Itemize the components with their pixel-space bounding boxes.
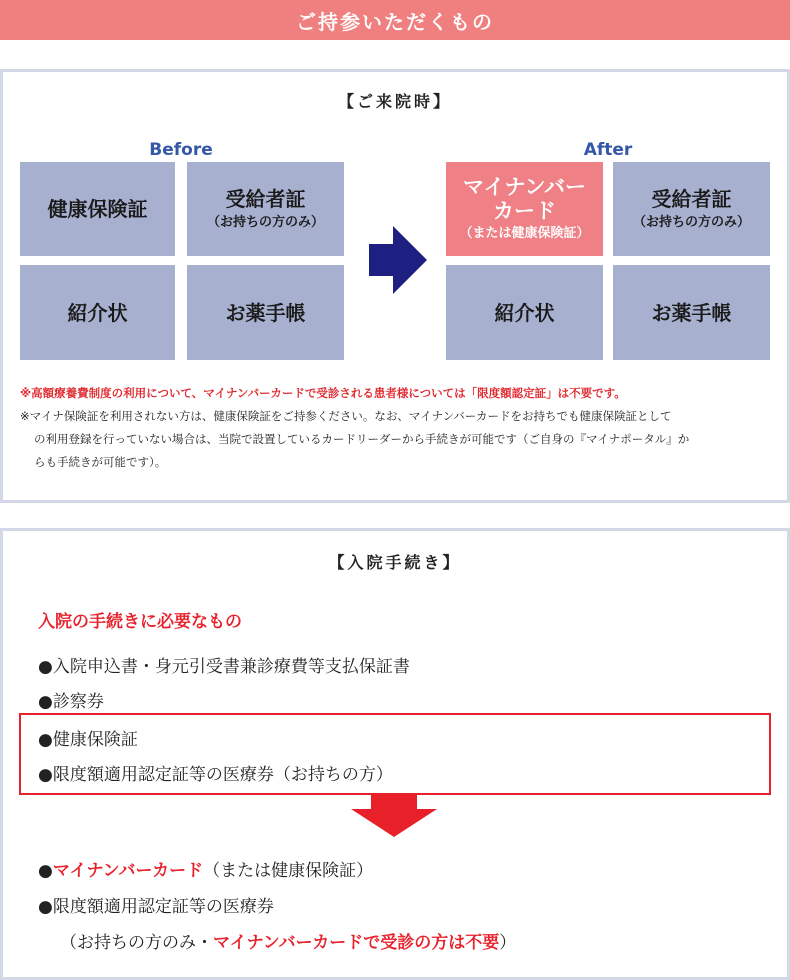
after-cell-referral xyxy=(446,265,603,360)
cell-label: お薬手帳 xyxy=(651,300,732,325)
before-cell-referral xyxy=(20,265,175,360)
cell-label: 紹介状 xyxy=(67,300,128,325)
admission-after-item-mynumber xyxy=(38,856,373,881)
note-red-text: マイナンバーカードで受診の方は不要 xyxy=(213,933,500,953)
after-label: After xyxy=(583,140,633,160)
before-cell-health-insurance xyxy=(20,162,175,256)
cell-label: 受給者証 xyxy=(225,187,306,211)
admission-after-item-limit-cert: ●限度額適用認定証等の医療券 xyxy=(38,897,274,917)
note-high-cost: ※高額療養費制度の利用について、マイナンバーカードで受診される患者様については「限度額認定証」は不要です。 xyxy=(20,386,626,400)
admission-heading: 入院の手続きに必要なもの xyxy=(38,612,242,632)
admission-item: ●診察券 xyxy=(38,692,104,712)
cell-label-line1: マイナンバー xyxy=(462,175,587,199)
admission-title: 【入院手続き】 xyxy=(328,553,462,572)
note-mynumber-line2: の利用登録を行っていない場合は、当院で設置しているカードリーダーから手続きが可能です（ご自身の『マイナポータル』か xyxy=(34,432,690,446)
note-mynumber-line1: ※マイナ保険証を利用されない方は、健康保険証をご持参ください。なお、マイナンバーカードをお持ちでも健康保険証として xyxy=(20,409,672,423)
after-cell-recipient-cert xyxy=(613,162,770,256)
cell-label: 受給者証 xyxy=(651,187,732,211)
cell-label-line2: カード xyxy=(493,199,556,223)
note-mynumber-line3: らも手続きが可能です）。 xyxy=(34,455,167,469)
cell-label: 紹介状 xyxy=(494,300,555,325)
mynumber-card-text: マイナンバーカード xyxy=(52,861,204,881)
cell-sublabel: （または健康保険証） xyxy=(459,226,590,241)
before-cell-medicine-notebook xyxy=(187,265,344,360)
page-header xyxy=(0,0,790,40)
visit-title: 【ご来院時】 xyxy=(337,92,452,111)
alt-text: （または健康保険証） xyxy=(203,861,374,881)
after-cell-mynumber-card xyxy=(446,162,603,256)
cell-sublabel: （お持ちの方のみ） xyxy=(206,215,324,230)
admission-item: ●入院申込書・身元引受書兼診療費等支払保証書 xyxy=(38,657,410,677)
arrow-down-icon xyxy=(351,795,437,837)
note-prefix: （お持ちの方のみ・ xyxy=(60,933,213,953)
admission-item: ●限度額適用認定証等の医療券（お持ちの方） xyxy=(38,765,393,785)
arrow-right-icon xyxy=(369,226,427,294)
cell-label: 健康保険証 xyxy=(47,197,148,221)
visit-panel xyxy=(0,69,790,503)
before-cell-recipient-cert xyxy=(187,162,344,256)
cell-sublabel: （お持ちの方のみ） xyxy=(632,215,750,230)
page-title: ご持参いただくもの xyxy=(296,9,494,34)
note-suffix: ） xyxy=(499,933,517,953)
before-label: Before xyxy=(149,140,213,160)
cell-label: お薬手帳 xyxy=(225,300,306,325)
bullet: ● xyxy=(38,861,53,881)
admission-item: ●健康保険証 xyxy=(38,730,138,750)
after-cell-medicine-notebook xyxy=(613,265,770,360)
admission-after-item-note xyxy=(60,928,516,953)
